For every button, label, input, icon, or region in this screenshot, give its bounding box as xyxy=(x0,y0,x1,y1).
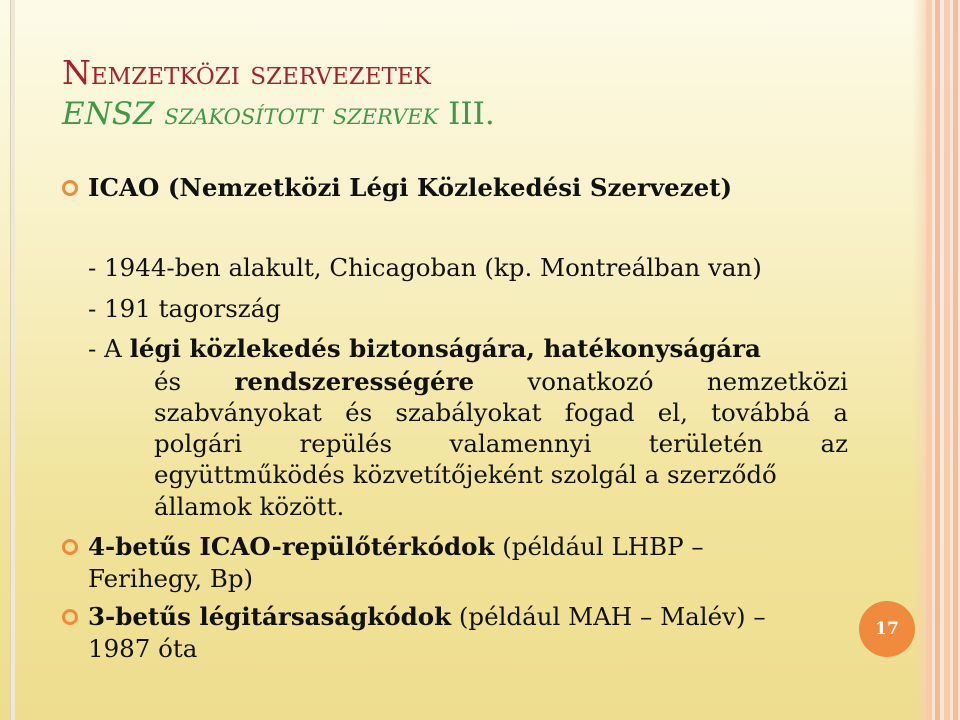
icao-purpose-line-5: együttműködés közvetítőjeként szolgál a szerződő xyxy=(154,460,777,489)
right-border-stripes xyxy=(926,0,960,720)
purpose-line2-rest: vonatkozó nemzetközi xyxy=(527,367,848,396)
hollow-circle-bullet-icon xyxy=(60,537,80,557)
bullet-airline-codes xyxy=(88,601,766,633)
page-number: 17 xyxy=(875,619,899,639)
airline-codes-bold: 3-betűs légitársaságkódok xyxy=(88,602,452,631)
icao-purpose-line-6: államok között. xyxy=(154,492,345,521)
purpose-line2-bold: rendszerességére xyxy=(234,367,475,396)
purpose-prefix: - A xyxy=(88,334,122,363)
icao-purpose-line-2 xyxy=(154,366,848,398)
icao-purpose-line-3: szabványokat és szabályokat fogad el, továbbá a xyxy=(154,398,848,427)
title-line-2 xyxy=(62,94,495,135)
slide-title xyxy=(62,52,495,135)
bullet-icao-heading: ICAO (Nemzetközi Légi Közlekedési Szervezet) xyxy=(88,173,733,202)
right-border-shade xyxy=(912,0,926,720)
purpose-bold-1: légi közlekedés biztonságára, hatékonyságára xyxy=(129,334,761,363)
icao-members: - 191 tagország xyxy=(88,294,281,323)
title-line-1: Nemzetközi szervezetek xyxy=(62,53,431,92)
purpose-line2-pre: és xyxy=(154,367,182,396)
title-ensz: ENSZ xyxy=(62,96,155,132)
icao-purpose-line-4: polgári repülés valamennyi területén az xyxy=(154,429,848,458)
icao-codes-line-2: Ferihegy, Bp) xyxy=(88,564,254,593)
airline-codes-line-2: 1987 óta xyxy=(88,634,198,663)
left-border-line xyxy=(10,0,15,720)
hollow-circle-bullet-icon xyxy=(60,607,80,627)
hollow-circle-bullet-icon xyxy=(60,178,80,198)
icao-purpose-line-1 xyxy=(88,333,761,365)
airline-codes-rest: (például MAH – Malév) – xyxy=(458,602,766,631)
page-number-badge xyxy=(859,601,915,657)
title-roman-numeral: III. xyxy=(448,96,495,132)
bullet-icao-codes xyxy=(88,531,704,563)
icao-codes-rest: (például LHBP – xyxy=(502,532,704,561)
title-subtitle: szakosított szervek xyxy=(164,97,439,132)
icao-founded: - 1944-ben alakult, Chicagoban (kp. Montreálban van) xyxy=(88,253,762,282)
icao-codes-bold: 4-betűs ICAO-repülőtérkódok xyxy=(88,532,495,561)
